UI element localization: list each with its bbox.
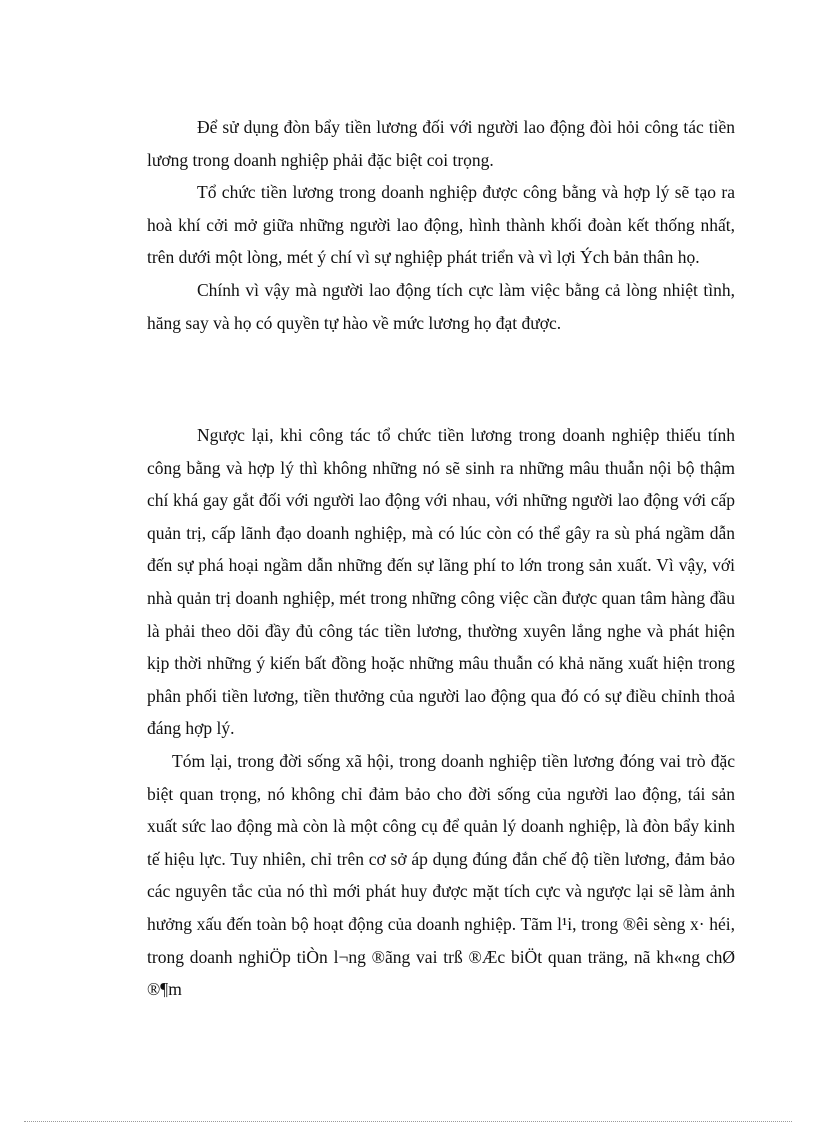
text-block-bottom — [147, 419, 735, 1006]
paragraph-summary: Tóm lại, trong đời sống xã hội, trong doanh nghiệp tiền lương đóng vai trò đặc biệt quan trọng, nó không chỉ đảm bảo cho đời sống của người lao động, tái sản xuất sức lao động mà còn là một công cụ để quản lý doanh nghiệp, là đòn bẩy kinh tế hiệu lực. Tuy nhiên, chỉ trên cơ sở áp dụng đúng đắn chế độ tiền lương, đảm bảo các nguyên tắc của nó thì mới phát huy được mặt tích cực và ngược lại sẽ làm ảnh hưởng xấu đến toàn bộ hoạt động của doanh nghiệp. Tãm l¹i, trong ®êi sèng x· héi, trong doanh nghiÖp tiÒn l¬ng ®ãng vai trß ®Æc biÖt quan träng, nã kh«ng chØ ®¶m — [147, 750, 735, 1000]
paragraph-lever: Để sử dụng đòn bẩy tiền lương đối với người lao động đòi hỏi công tác tiền lương trong doanh nghiệp phải đặc biệt coi trọng. — [147, 117, 735, 170]
paragraph-fair-organization: Tổ chức tiền lương trong doanh nghiệp được công bằng và hợp lý sẽ tạo ra hoà khí cởi mở giữa những người lao động, hình thành khối đoàn kết thống nhất, trên dưới một lòng, mét ý chí vì sự nghiệp phát triển và vì lợi Ých bản thân họ. — [147, 182, 735, 268]
paragraph-motivation: Chính vì vậy mà người lao động tích cực làm việc bằng cả lòng nhiệt tình, hăng say và họ có quyền tự hào về mức lương họ đạt được. — [147, 279, 735, 333]
paragraph-conversely: Ngược lại, khi công tác tổ chức tiền lương trong doanh nghiệp thiếu tính công bằng và hợp lý thì không những nó sẽ sinh ra những mâu thuẫn nội bộ thậm chí khá gay gắt đối với người lao động với nhau, với những người lao động với cấp quản trị, cấp lãnh đạo doanh nghiệp, mà có lúc còn có thể gây ra sù phá ngầm dẫn đến sự phá hoại ngầm dẫn những đến sự lãng phí to lớn trong sản xuất. Vì vậy, với nhà quản trị doanh nghiệp, mét trong những công việc cần được quan tâm hàng đầu là phải theo dõi đầy đủ công tác tiền lương, thường xuyên lắng nghe và phát hiện kịp thời những ý kiến bất đồng hoặc những mâu thuẫn có khả năng xuất hiện trong phân phối tiền lương, tiền thưởng của người lao động qua đó có sự điều chỉnh thoả đáng hợp lý. — [147, 425, 735, 739]
page-bottom-border — [24, 1121, 792, 1122]
text-block-top — [147, 111, 735, 339]
